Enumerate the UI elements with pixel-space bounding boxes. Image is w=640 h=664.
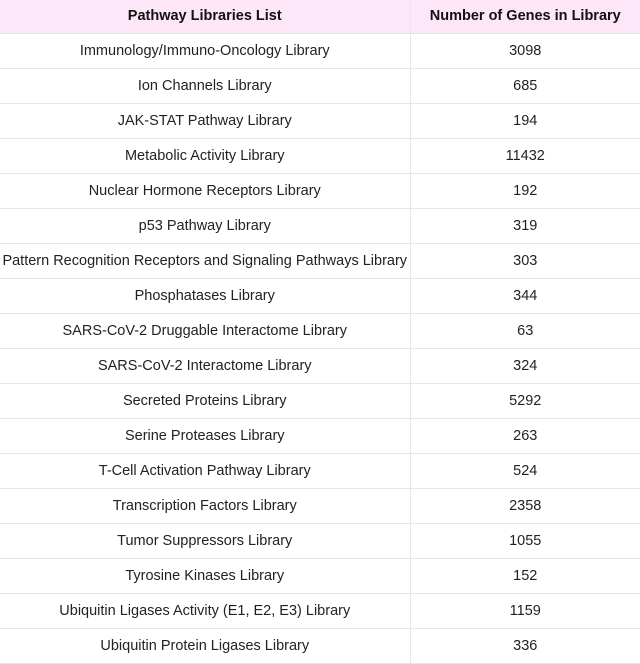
library-name-cell: Metabolic Activity Library — [0, 138, 410, 173]
header-row — [0, 0, 640, 33]
library-name-cell: SARS-CoV-2 Druggable Interactome Library — [0, 313, 410, 348]
gene-count-cell: 1055 — [410, 523, 640, 558]
library-name-cell: T-Cell Activation Pathway Library — [0, 453, 410, 488]
library-name-cell: Ubiquitin Protein Ligases Library — [0, 628, 410, 663]
library-name-cell: Immunology/Immuno-Oncology Library — [0, 33, 410, 68]
table-row — [0, 278, 640, 313]
table-row — [0, 68, 640, 103]
table-row — [0, 173, 640, 208]
library-name-cell: Ion Channels Library — [0, 68, 410, 103]
gene-count-cell: 524 — [410, 453, 640, 488]
gene-count-cell: 324 — [410, 348, 640, 383]
library-name-cell: p53 Pathway Library — [0, 208, 410, 243]
column-header-library-name: Pathway Libraries List — [0, 0, 410, 33]
table-row — [0, 33, 640, 68]
table-header — [0, 0, 640, 33]
gene-count-cell: 194 — [410, 103, 640, 138]
table-row — [0, 383, 640, 418]
gene-count-cell: 344 — [410, 278, 640, 313]
library-name-cell: SARS-CoV-2 Interactome Library — [0, 348, 410, 383]
gene-count-cell: 1159 — [410, 593, 640, 628]
gene-count-cell: 303 — [410, 243, 640, 278]
gene-count-cell: 152 — [410, 558, 640, 593]
table-row — [0, 313, 640, 348]
library-name-cell: Serine Proteases Library — [0, 418, 410, 453]
gene-count-cell: 319 — [410, 208, 640, 243]
gene-count-cell: 192 — [410, 173, 640, 208]
library-name-cell: Phosphatases Library — [0, 278, 410, 313]
library-name-cell: Pattern Recognition Receptors and Signaling Pathways Library — [0, 243, 410, 278]
library-name-cell: Tumor Suppressors Library — [0, 523, 410, 558]
column-header-gene-count: Number of Genes in Library — [410, 0, 640, 33]
table-row — [0, 243, 640, 278]
library-name-cell: Ubiquitin Ligases Activity (E1, E2, E3) Library — [0, 593, 410, 628]
gene-count-cell: 685 — [410, 68, 640, 103]
gene-count-cell: 5292 — [410, 383, 640, 418]
table-row — [0, 593, 640, 628]
table-body — [0, 33, 640, 663]
gene-count-cell: 11432 — [410, 138, 640, 173]
table-row — [0, 418, 640, 453]
table-row — [0, 558, 640, 593]
table-row — [0, 523, 640, 558]
table-row — [0, 453, 640, 488]
table-row — [0, 348, 640, 383]
gene-count-cell: 336 — [410, 628, 640, 663]
table-row — [0, 103, 640, 138]
library-name-cell: Tyrosine Kinases Library — [0, 558, 410, 593]
gene-count-cell: 63 — [410, 313, 640, 348]
library-name-cell: Transcription Factors Library — [0, 488, 410, 523]
table-row — [0, 138, 640, 173]
library-name-cell: JAK-STAT Pathway Library — [0, 103, 410, 138]
gene-count-cell: 2358 — [410, 488, 640, 523]
library-name-cell: Nuclear Hormone Receptors Library — [0, 173, 410, 208]
table-row — [0, 208, 640, 243]
table-row — [0, 488, 640, 523]
gene-count-cell: 263 — [410, 418, 640, 453]
library-name-cell: Secreted Proteins Library — [0, 383, 410, 418]
gene-count-cell: 3098 — [410, 33, 640, 68]
